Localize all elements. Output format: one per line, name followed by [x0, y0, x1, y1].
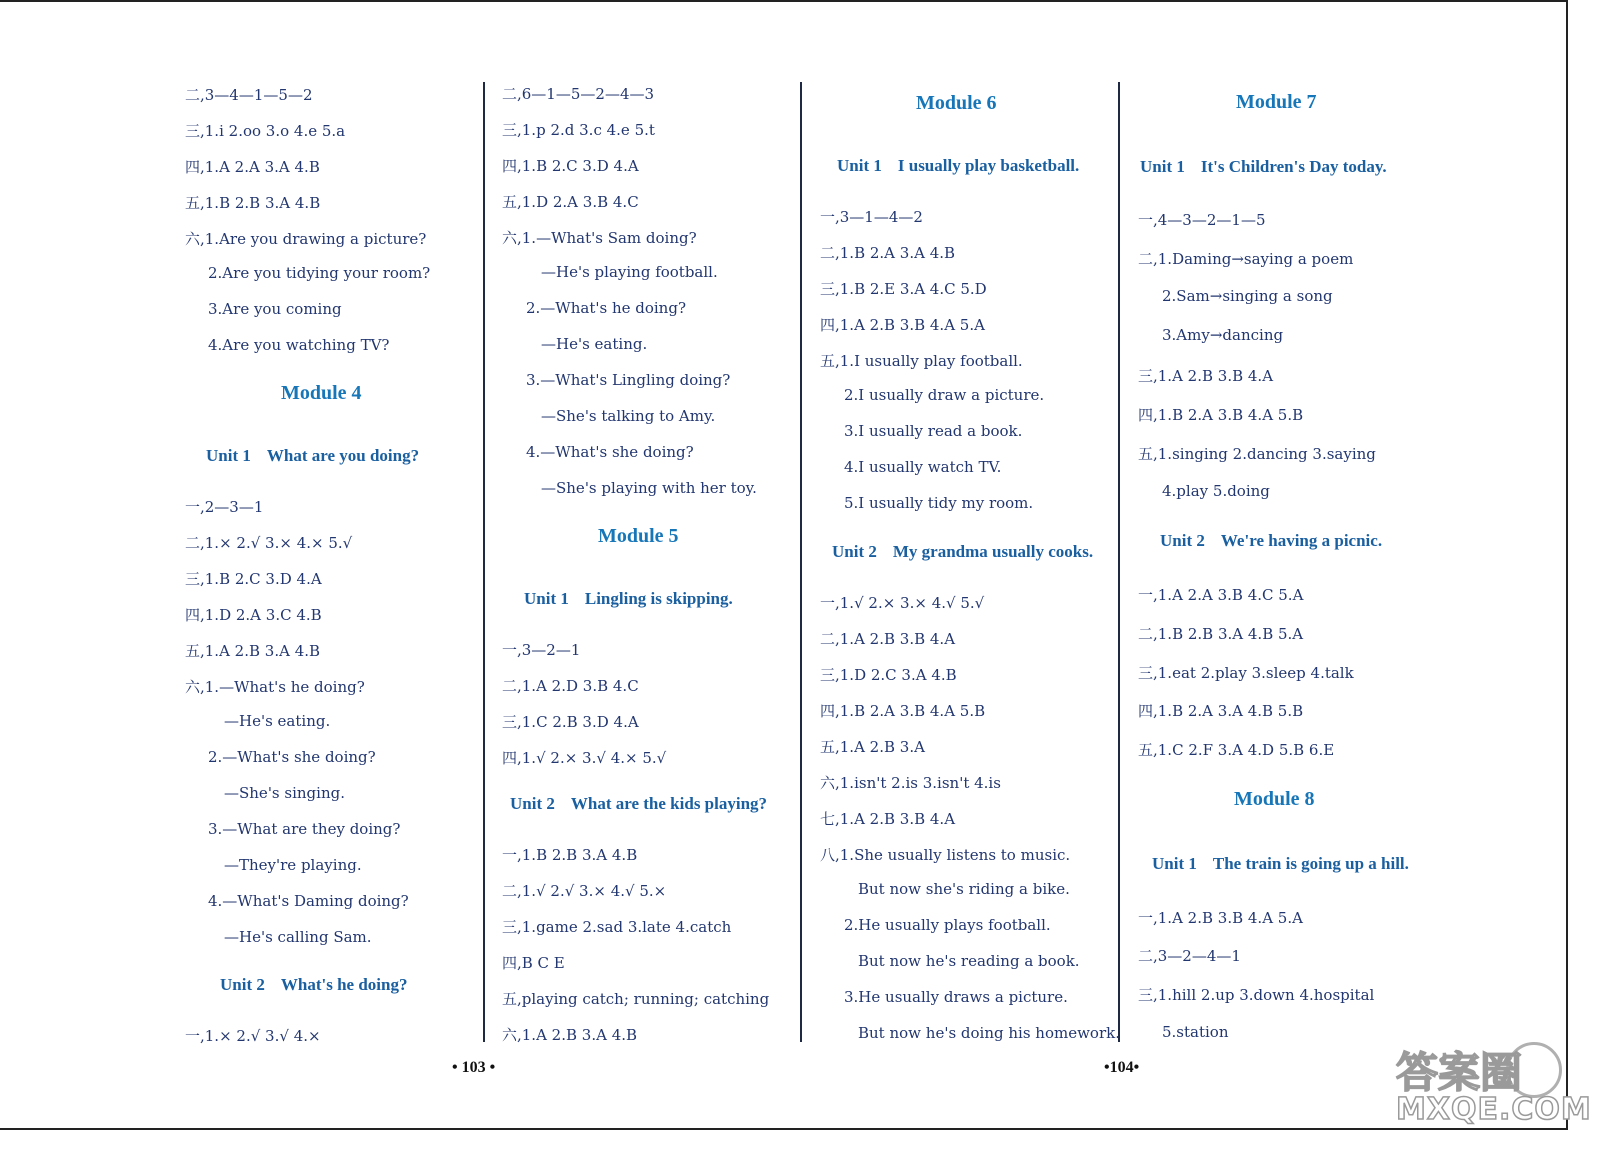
answer-line: 3.I usually read a book.: [844, 422, 1023, 440]
answer-line: 四,1.B 2.A 3.B 4.A 5.B: [1138, 406, 1304, 424]
answer-line: —He's eating.: [224, 712, 331, 730]
unit-label: Unit 1: [1140, 157, 1185, 176]
unit-title: The train is going up a hill.: [1212, 854, 1409, 873]
unit-heading: [524, 589, 733, 609]
answer-line: 六,1.Are you drawing a picture?: [185, 230, 427, 248]
answer-line: —She's singing.: [224, 784, 345, 802]
answer-line: 五,1.A 2.B 3.A 4.B: [185, 642, 321, 660]
answer-line: 2.Sam→singing a song: [1162, 287, 1333, 305]
unit-heading: [1160, 531, 1382, 551]
answer-line: 二,1.A 2.D 3.B 4.C: [502, 677, 639, 695]
answer-line: 四,1.B 2.A 3.B 4.A 5.B: [820, 702, 986, 720]
module-heading: Module 6: [916, 92, 997, 114]
unit-title: My grandma usually cooks.: [892, 542, 1094, 561]
top-border: [0, 0, 1568, 2]
answer-line: 二,6—1—5—2—4—3: [502, 85, 655, 103]
watermark-text: 答案圈: [1396, 1048, 1523, 1097]
page-number-left: • 103 •: [452, 1059, 496, 1076]
answer-line: 2.Are you tidying your room?: [208, 264, 431, 282]
answer-line: 六,1.—What's Sam doing?: [502, 229, 697, 247]
answer-line: 四,1.B 2.C 3.D 4.A: [502, 157, 639, 175]
answer-line: 2.I usually draw a picture.: [844, 386, 1045, 404]
answer-line: 四,1.D 2.A 3.C 4.B: [185, 606, 322, 624]
unit-heading: [1140, 157, 1387, 177]
answer-line: 三,1.B 2.C 3.D 4.A: [185, 570, 322, 588]
answer-line: 4.I usually watch TV.: [844, 458, 1002, 476]
answer-line: 2.—What's she doing?: [208, 748, 376, 766]
answer-line: 5.station: [1162, 1023, 1229, 1041]
answer-line: 一,2—3—1: [185, 498, 264, 516]
unit-heading: [220, 975, 407, 995]
unit-heading: [832, 542, 1093, 562]
column-divider-2: [800, 82, 802, 1042]
answer-line: 七,1.A 2.B 3.B 4.A: [820, 810, 956, 828]
answer-line: 五,1.B 2.B 3.A 4.B: [185, 194, 321, 212]
answer-line: 三,1.hill 2.up 3.down 4.hospital: [1138, 986, 1375, 1004]
answer-line: 六,1.—What's he doing?: [185, 678, 365, 696]
answer-line: —They're playing.: [224, 856, 362, 874]
unit-title: Lingling is skipping.: [584, 589, 733, 608]
unit-label: Unit 1: [524, 589, 569, 608]
answer-line: 2.—What's he doing?: [526, 299, 686, 317]
answer-line: 六,1.A 2.B 3.A 4.B: [502, 1026, 638, 1044]
answer-line: 四,1.B 2.A 3.A 4.B 5.B: [1138, 702, 1304, 720]
answer-line: 二,3—2—4—1: [1138, 947, 1241, 965]
answer-line: 二,1.× 2.√ 3.× 4.× 5.√: [185, 534, 353, 552]
module-heading: Module 8: [1234, 788, 1315, 810]
column-divider-1: [483, 82, 485, 1042]
module-heading: Module 5: [598, 525, 679, 547]
answer-line: 五,1.singing 2.dancing 3.saying: [1138, 445, 1376, 463]
unit-heading: [1152, 854, 1409, 874]
answer-line: 五,1.A 2.B 3.A: [820, 738, 925, 756]
answer-line: 二,1.A 2.B 3.B 4.A: [820, 630, 956, 648]
answer-line: 3.—What are they doing?: [208, 820, 401, 838]
answer-line: 一,1.B 2.B 3.A 4.B: [502, 846, 638, 864]
unit-label: Unit 2: [510, 794, 555, 813]
answer-line: 三,1.A 2.B 3.B 4.A: [1138, 367, 1274, 385]
answer-line: 一,3—1—4—2: [820, 208, 923, 226]
answer-line: 五,playing catch; running; catching: [502, 990, 770, 1008]
answer-line: 二,1.B 2.A 3.A 4.B: [820, 244, 956, 262]
answer-line: 三,1.B 2.E 3.A 4.C 5.D: [820, 280, 987, 298]
unit-label: Unit 1: [837, 156, 882, 175]
answer-line: 三,1.game 2.sad 3.late 4.catch: [502, 918, 732, 936]
unit-label: Unit 2: [832, 542, 877, 561]
answer-line: 一,1.A 2.B 3.B 4.A 5.A: [1138, 909, 1303, 927]
answer-line: 3.He usually draws a picture.: [844, 988, 1068, 1006]
answer-line: —She's talking to Amy.: [541, 407, 716, 425]
watermark-logo: [1396, 1040, 1592, 1130]
answer-line: 一,3—2—1: [502, 641, 581, 659]
answer-line: 五,1.I usually play football.: [820, 352, 1023, 370]
unit-title: I usually play basketball.: [897, 156, 1080, 175]
answer-line: 3.Are you coming: [208, 300, 342, 318]
answer-line: 二,1.B 2.B 3.A 4.B 5.A: [1138, 625, 1304, 643]
answer-line: 四,1.A 2.B 3.B 4.A 5.A: [820, 316, 985, 334]
answer-line: —He's eating.: [541, 335, 648, 353]
answer-line: —She's playing with her toy.: [541, 479, 757, 497]
answer-line: 三,1.i 2.oo 3.o 4.e 5.a: [185, 122, 346, 140]
unit-label: Unit 2: [220, 975, 265, 994]
unit-title: What are the kids playing?: [570, 794, 768, 813]
answer-line: 5.I usually tidy my room.: [844, 494, 1034, 512]
unit-heading: [510, 794, 767, 814]
answer-line: 三,1.p 2.d 3.c 4.e 5.t: [502, 121, 655, 139]
answer-line: 三,1.D 2.C 3.A 4.B: [820, 666, 957, 684]
module-heading: Module 4: [281, 382, 362, 404]
answer-line: 八,1.She usually listens to music.: [820, 846, 1071, 864]
unit-title: What's he doing?: [280, 975, 408, 994]
answer-line: —He's playing football.: [541, 263, 718, 281]
answer-line: 一,1.√ 2.× 3.× 4.√ 5.√: [820, 594, 985, 612]
answer-line: 一,1.A 2.A 3.B 4.C 5.A: [1138, 586, 1304, 604]
unit-label: Unit 1: [1152, 854, 1197, 873]
answer-line: 3.Amy→dancing: [1162, 326, 1284, 344]
module-heading: Module 7: [1236, 91, 1317, 113]
answer-line: 四,B C E: [502, 954, 565, 972]
answer-line: 4.Are you watching TV?: [208, 336, 390, 354]
answer-line: 3.—What's Lingling doing?: [526, 371, 731, 389]
answer-line: 三,1.C 2.B 3.D 4.A: [502, 713, 639, 731]
unit-title: What are you doing?: [266, 446, 420, 465]
unit-title: We're having a picnic.: [1220, 531, 1383, 550]
answer-line: But now she's riding a bike.: [858, 880, 1070, 898]
answer-line: 六,1.isn't 2.is 3.isn't 4.is: [820, 774, 1001, 792]
answer-line: But now he's reading a book.: [858, 952, 1080, 970]
answer-line: 4.play 5.doing: [1162, 482, 1270, 500]
unit-heading: [206, 446, 419, 466]
answer-line: —He's calling Sam.: [224, 928, 372, 946]
unit-title: It's Children's Day today.: [1200, 157, 1387, 176]
page-number-right: •104•: [1104, 1059, 1140, 1076]
unit-heading: [837, 156, 1079, 176]
column-divider-3: [1118, 82, 1120, 1042]
answer-line: 4.—What's Daming doing?: [208, 892, 409, 910]
answer-line: 二,1.Daming→saying a poem: [1138, 250, 1354, 268]
answer-line: 五,1.D 2.A 3.B 4.C: [502, 193, 639, 211]
answer-line: 二,1.√ 2.√ 3.× 4.√ 5.×: [502, 882, 667, 900]
unit-label: Unit 1: [206, 446, 251, 465]
watermark-url: MXQE.COM: [1396, 1092, 1592, 1127]
answer-line: 四,1.A 2.A 3.A 4.B: [185, 158, 320, 176]
answer-line: 二,3—4—1—5—2: [185, 86, 313, 104]
answer-line: 四,1.√ 2.× 3.√ 4.× 5.√: [502, 749, 667, 767]
answer-line: 三,1.eat 2.play 3.sleep 4.talk: [1138, 664, 1354, 682]
answer-line: But now he's doing his homework.: [858, 1024, 1120, 1042]
answer-line: 五,1.C 2.F 3.A 4.D 5.B 6.E: [1138, 741, 1335, 759]
unit-label: Unit 2: [1160, 531, 1205, 550]
answer-line: 一,1.× 2.√ 3.√ 4.×: [185, 1027, 321, 1045]
answer-line: 4.—What's she doing?: [526, 443, 694, 461]
answer-line: 2.He usually plays football.: [844, 916, 1051, 934]
answer-line: 一,4—3—2—1—5: [1138, 211, 1266, 229]
